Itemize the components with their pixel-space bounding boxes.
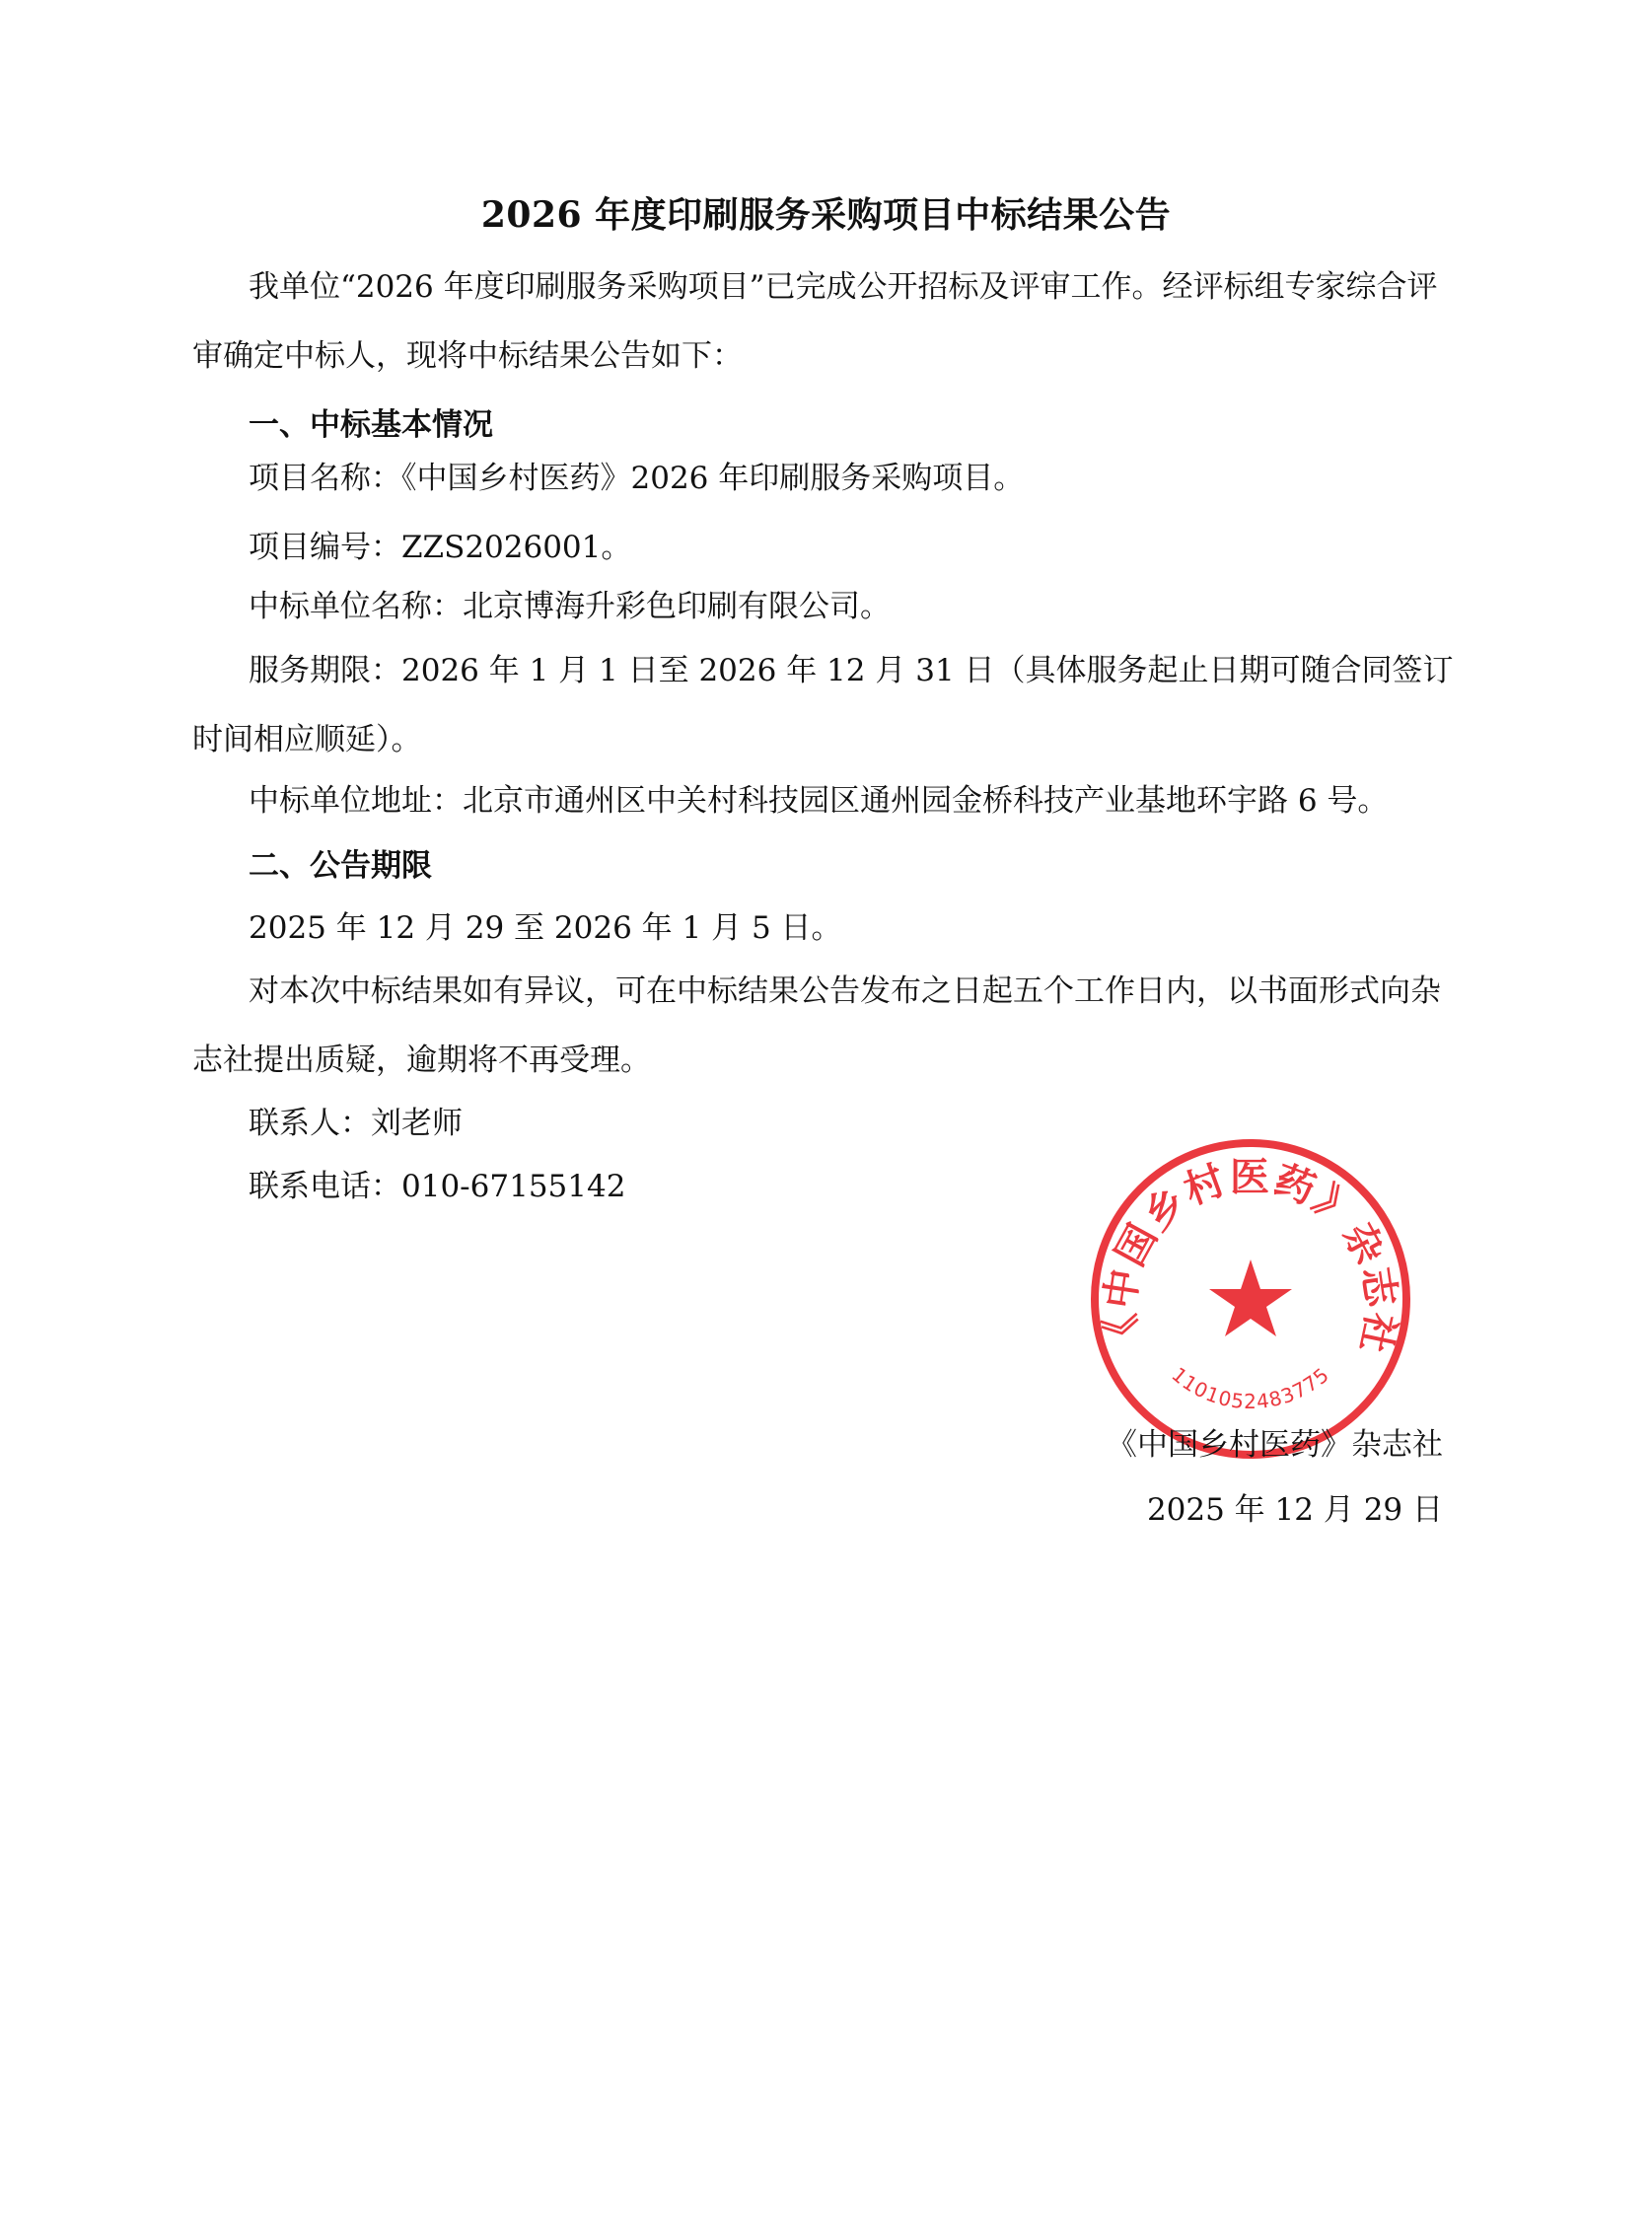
project-name: 项目名称：《中国乡村医药》2026 年印刷服务采购项目。	[249, 461, 1025, 496]
signature-date: 2025 年 12 月 29 日	[1146, 1492, 1443, 1528]
svg-text:1101052483775: 1101052483775	[1167, 1362, 1334, 1414]
section1-heading: 一、中标基本情况	[249, 407, 493, 443]
winner-address: 中标单位地址：北京市通州区中关村科技园区通州园金桥科技产业基地环宇路 6 号。	[249, 783, 1389, 819]
contact-phone: 联系电话：010-67155142	[249, 1169, 626, 1204]
project-number: 项目编号：ZZS2026001。	[249, 530, 632, 565]
objection-paragraph: 对本次中标结果如有异议，可在中标结果公告发布之日起五个工作日内，以书面形式向杂志社提出质疑，逾期将不再受理。	[192, 973, 1441, 1078]
section2-heading: 二、公告期限	[249, 848, 432, 884]
contact-person: 联系人：刘老师	[249, 1106, 463, 1141]
svg-text:《中国乡村医药》杂志社: 《中国乡村医药》杂志社	[1096, 1153, 1405, 1359]
page-title: 2026 年度印刷服务采购项目中标结果公告	[480, 194, 1172, 236]
intro-paragraph: 我单位“2026 年度印刷服务采购项目”已完成公开招标及评审工作。经评标组专家综合评审确定中标人，现将中标结果公告如下：	[192, 269, 1438, 374]
winner-name: 中标单位名称：北京博海升彩色印刷有限公司。	[249, 589, 891, 624]
signature-organization: 《中国乡村医药》杂志社	[1107, 1427, 1443, 1463]
notice-period: 2025 年 12 月 29 至 2026 年 1 月 5 日。	[249, 910, 842, 946]
service-period: 服务期限：2026 年 1 月 1 日至 2026 年 12 月 31 日（具体服务起止日期可随合同签订时间相应顺延）。	[192, 653, 1454, 757]
